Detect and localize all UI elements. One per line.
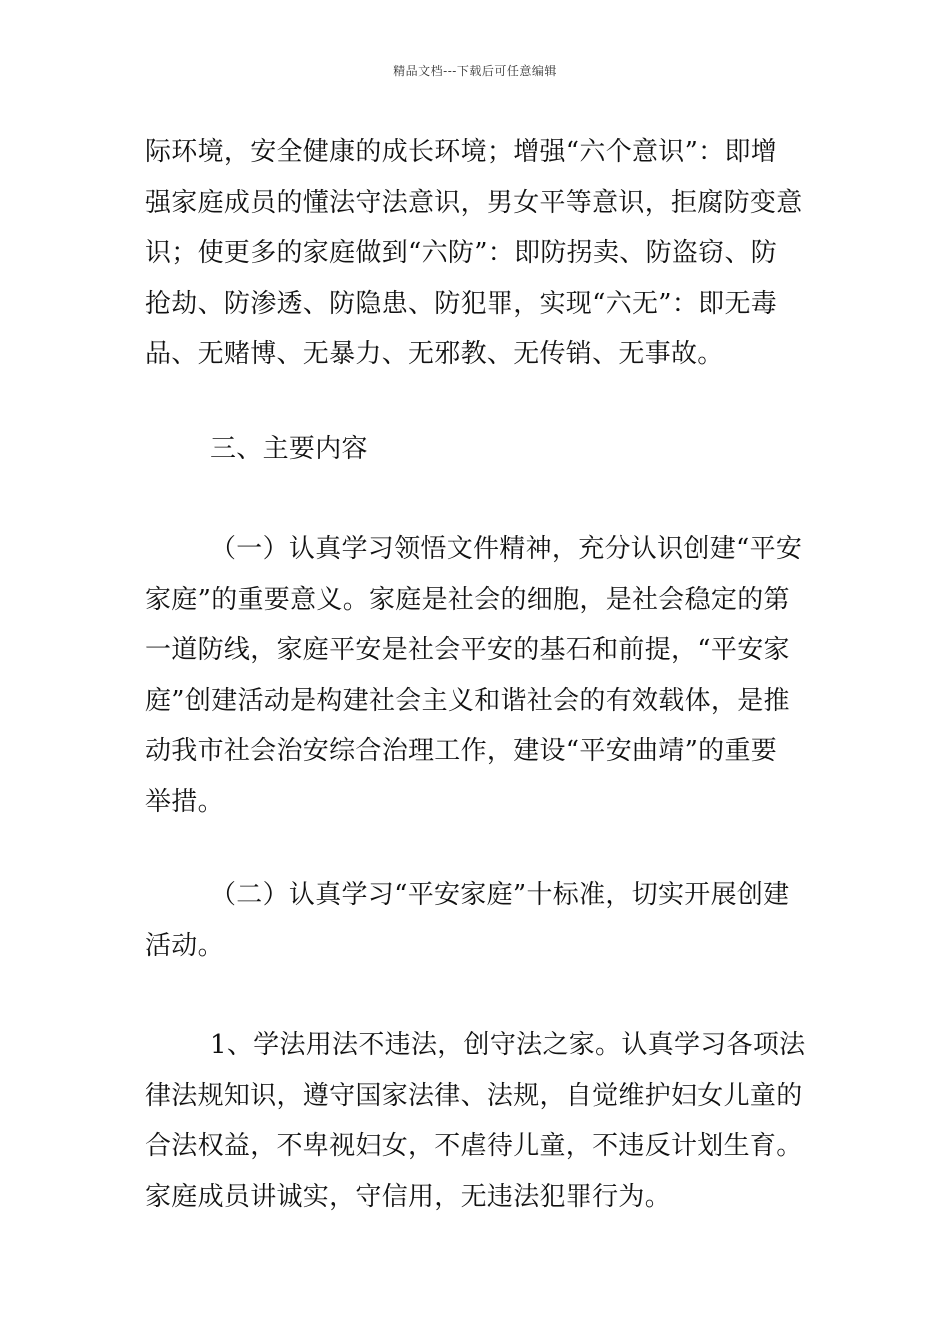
- text-line: 合法权益，不卑视妇女，不虐待儿童，不违反计划生育。: [145, 1131, 803, 1161]
- text-line: 活动。: [145, 930, 224, 961]
- paragraph-item-2: [145, 870, 807, 971]
- text-line: 强家庭成员的懂法守法意识，男女平等意识，拒腐防变意: [145, 187, 803, 218]
- text-line: 1、学法用法不违法，创守法之家。认真学习各项法: [210, 1030, 806, 1060]
- text-line: 一道防线，家庭平安是社会平安的基石和前提，“平安家: [145, 635, 790, 665]
- text-line: 举措。: [145, 786, 224, 817]
- text-line: 家庭成员讲诚实，守信用，无违法犯罪行为。: [145, 1181, 672, 1212]
- text-line: （一）认真学习领悟文件精神，充分认识创建“平安: [210, 534, 803, 564]
- paragraph-item-1: [145, 524, 807, 827]
- text-line: 庭”创建活动是构建社会主义和谐社会的有效载体，是推: [145, 685, 790, 716]
- text-line: 际环境，安全健康的成长环境；增强“六个意识”：即增: [145, 137, 778, 167]
- text-line: 识；使更多的家庭做到“六防”：即防拐卖、防盗窃、防: [145, 238, 778, 268]
- section-heading: [145, 424, 807, 475]
- paragraph-continuation: [145, 127, 807, 380]
- paragraph-subitem-1: [145, 1020, 807, 1222]
- text-line: 家庭”的重要意义。家庭是社会的细胞，是社会稳定的第: [145, 584, 790, 615]
- text-line: （二）认真学习“平安家庭”十标准，切实开展创建: [210, 880, 790, 910]
- text-line: 品、无赌博、无暴力、无邪教、无传销、无事故。: [145, 339, 724, 369]
- heading-text: 三、主要内容: [210, 434, 368, 464]
- text-line: 抢劫、防渗透、防隐患、防犯罪，实现“六无”：即无毒: [145, 288, 778, 319]
- text-line: 动我市社会治安综合治理工作，建设“平安曲靖”的重要: [145, 736, 778, 766]
- page-header-watermark: 精品文档---下载后可任意编辑: [393, 64, 557, 78]
- text-line: 律法规知识，遵守国家法律、法规，自觉维护妇女儿童的: [145, 1080, 803, 1111]
